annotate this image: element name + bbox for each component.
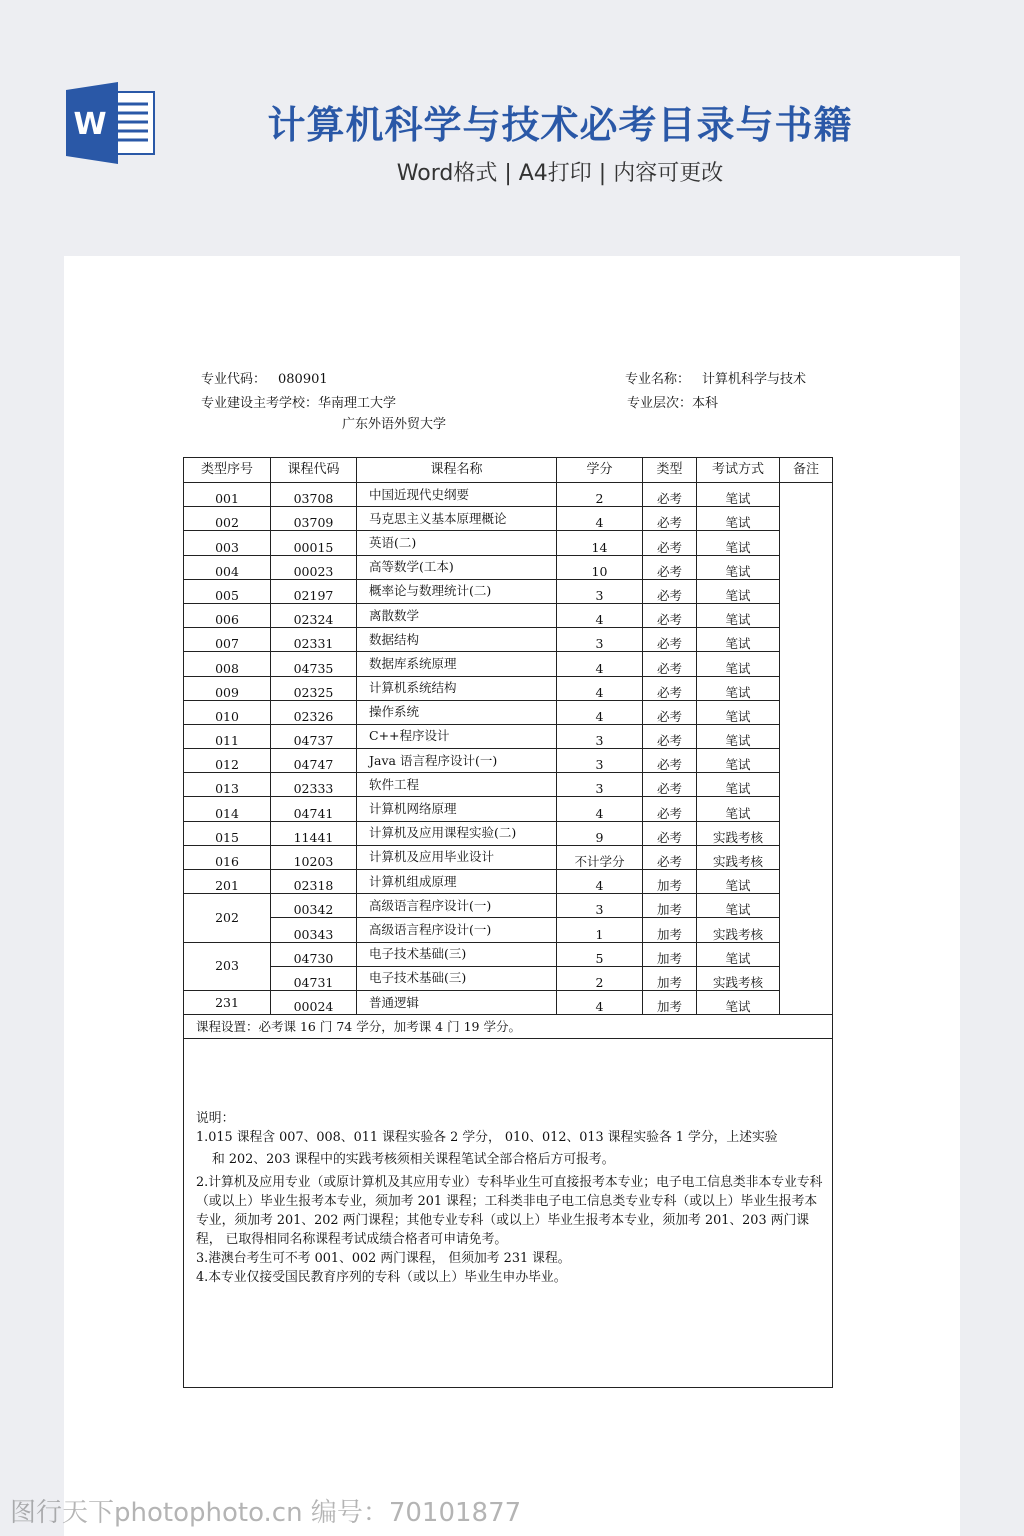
cell-exam: 实践考核 (697, 966, 780, 990)
cell-seq: 008 (184, 652, 271, 676)
table-row (184, 845, 833, 869)
cell-type: 加考 (643, 918, 697, 942)
table-row (184, 483, 833, 507)
cell-seq: 003 (184, 531, 271, 555)
cell-seq: 005 (184, 579, 271, 603)
cell-credit: 10 (557, 555, 643, 579)
cell-credit: 4 (557, 990, 643, 1014)
cell-type: 必考 (643, 821, 697, 845)
cell-credit: 4 (557, 700, 643, 724)
cell-seq: 201 (184, 870, 271, 894)
cell-credit: 14 (557, 531, 643, 555)
cell-exam: 笔试 (697, 579, 780, 603)
page-subtitle: Word格式 | A4打印 | 内容可更改 (396, 161, 724, 186)
table-row (184, 628, 833, 652)
cell-credit: 2 (557, 966, 643, 990)
table-row (184, 821, 833, 845)
cell-code: 00024 (271, 990, 357, 1014)
logo-letter: W (73, 107, 107, 142)
cell-credit: 3 (557, 773, 643, 797)
cell-code: 02318 (271, 870, 357, 894)
cell-credit: 3 (557, 579, 643, 603)
cell-code: 04730 (271, 942, 357, 966)
cell-code: 00015 (271, 531, 357, 555)
cell-name: 电子技术基础(三) (357, 966, 557, 990)
table-row (184, 724, 833, 748)
table-row (184, 700, 833, 724)
cell-name: 计算机系统结构 (357, 676, 557, 700)
cell-exam: 笔试 (697, 773, 780, 797)
table-row (184, 894, 833, 918)
table-row (184, 676, 833, 700)
cell-name: 中国近现代史纲要 (357, 483, 557, 507)
cell-type: 加考 (643, 870, 697, 894)
cell-seq: 015 (184, 821, 271, 845)
cell-credit: 1 (557, 918, 643, 942)
cell-seq: 002 (184, 507, 271, 531)
cell-type: 必考 (643, 676, 697, 700)
cell-code: 11441 (271, 821, 357, 845)
cell-exam: 笔试 (697, 652, 780, 676)
cell-credit: 4 (557, 676, 643, 700)
cell-name: 计算机网络原理 (357, 797, 557, 821)
cell-name: 数据库系统原理 (357, 652, 557, 676)
cell-type: 必考 (643, 531, 697, 555)
cell-name: Java 语言程序设计(一) (357, 749, 557, 773)
cell-credit: 3 (557, 749, 643, 773)
cell-code: 04741 (271, 797, 357, 821)
cell-seq: 001 (184, 483, 271, 507)
cell-code: 04735 (271, 652, 357, 676)
cell-seq: 016 (184, 845, 271, 869)
cell-type: 必考 (643, 579, 697, 603)
cell-code: 02326 (271, 700, 357, 724)
notes-title: 说明： (196, 1111, 235, 1127)
cell-code: 00023 (271, 555, 357, 579)
cell-exam: 笔试 (697, 628, 780, 652)
cell-credit: 4 (557, 652, 643, 676)
cell-seq: 012 (184, 749, 271, 773)
cell-name: 概率论与数理统计(二) (357, 579, 557, 603)
cell-name: 高等数学(工本) (357, 555, 557, 579)
table-row (184, 531, 833, 555)
cell-exam: 笔试 (697, 700, 780, 724)
cell-exam: 实践考核 (697, 821, 780, 845)
table-row (184, 797, 833, 821)
cell-type: 必考 (643, 773, 697, 797)
cell-seq: 231 (184, 990, 271, 1014)
cell-type: 必考 (643, 483, 697, 507)
cell-credit: 5 (557, 942, 643, 966)
cell-exam: 笔试 (697, 676, 780, 700)
course-table (183, 457, 833, 1388)
cell-exam: 笔试 (697, 555, 780, 579)
major-code (201, 368, 328, 387)
cell-code: 04731 (271, 966, 357, 990)
cell-name: 高级语言程序设计(一) (357, 918, 557, 942)
cell-exam: 实践考核 (697, 918, 780, 942)
cell-type: 加考 (643, 966, 697, 990)
header-type: 类型 (643, 458, 697, 483)
cell-type: 必考 (643, 603, 697, 627)
cell-type: 必考 (643, 555, 697, 579)
cell-type: 加考 (643, 942, 697, 966)
cell-code: 04747 (271, 749, 357, 773)
cell-code: 03708 (271, 483, 357, 507)
major-level-label: 专业层次： (627, 396, 693, 411)
cell-name: 计算机及应用课程实验(二) (357, 821, 557, 845)
table-row (184, 773, 833, 797)
cell-seq: 010 (184, 700, 271, 724)
table-row (184, 942, 833, 966)
document-page (64, 256, 960, 1536)
major-code-label: 专业代码： (201, 372, 267, 387)
cell-exam: 笔试 (697, 942, 780, 966)
note-1-cont: 和 202、203 课程中的实践考核须相关课程笔试全部合格后方可报考。 (212, 1152, 615, 1168)
cell-exam: 笔试 (697, 870, 780, 894)
cell-credit: 不计学分 (557, 845, 643, 869)
cell-exam: 实践考核 (697, 845, 780, 869)
cell-code: 03709 (271, 507, 357, 531)
cell-seq: 006 (184, 603, 271, 627)
cell-type: 加考 (643, 990, 697, 1014)
major-level (627, 392, 718, 411)
notes-row (184, 1039, 833, 1388)
cell-credit: 3 (557, 724, 643, 748)
cell-credit: 2 (557, 483, 643, 507)
cell-seq: 011 (184, 724, 271, 748)
cell-name: 计算机及应用毕业设计 (357, 845, 557, 869)
cell-credit: 9 (557, 821, 643, 845)
cell-name: 数据结构 (357, 628, 557, 652)
table-header-row (184, 458, 833, 483)
cell-name: 计算机组成原理 (357, 870, 557, 894)
cell-exam: 笔试 (697, 724, 780, 748)
major-level-value: 本科 (692, 396, 719, 411)
cell-name: 英语(二) (357, 531, 557, 555)
page-title: 计算机科学与技术必考目录与书籍 (267, 103, 853, 147)
cell-exam: 笔试 (697, 990, 780, 1014)
table-row (184, 749, 833, 773)
host-school (201, 392, 396, 411)
host-school-2: 广东外语外贸大学 (342, 417, 447, 432)
header-exam: 考试方式 (697, 458, 780, 483)
cell-credit: 4 (557, 870, 643, 894)
cell-code: 00343 (271, 918, 357, 942)
header-seq: 类型序号 (184, 458, 271, 483)
cell-exam: 笔试 (697, 894, 780, 918)
cell-name: 操作系统 (357, 700, 557, 724)
cell-exam: 笔试 (697, 797, 780, 821)
note-2: 2.计算机及应用专业（或原计算机及其应用专业）专科毕业生可直接报考本专业；电子电工信息类非本专业专科（或以上）毕业生报考本专业，须加考 201 课程；工科类非电子电工信息类专业专科（或以上）毕业生报考本专业，须加考 201、202 两门课程；其他专业专科（或以上）毕业生报考本专业，须加考 201、203 两门课程， 已取得相同名称课程考试成绩合格者可申请免考。 (196, 1175, 823, 1248)
header-name: 课程名称 (357, 458, 557, 483)
cell-credit: 3 (557, 628, 643, 652)
cell-credit: 4 (557, 507, 643, 531)
cell-exam: 笔试 (697, 749, 780, 773)
cell-name: 电子技术基础(三) (357, 942, 557, 966)
cell-type: 必考 (643, 749, 697, 773)
note-1: 1.015 课程含 007、008、011 课程实验各 2 学分， 010、012、013 课程实验各 1 学分，上述实验 (196, 1130, 778, 1146)
cell-exam: 笔试 (697, 531, 780, 555)
cell-credit: 3 (557, 894, 643, 918)
cell-code: 02325 (271, 676, 357, 700)
cell-code: 04737 (271, 724, 357, 748)
note-3: 3.港澳台考生可不考 001、002 两门课程， 但须加考 231 课程。 (196, 1251, 571, 1267)
cell-seq: 004 (184, 555, 271, 579)
cell-name: 软件工程 (357, 773, 557, 797)
table-row (184, 579, 833, 603)
cell-seq-group: 203 (184, 942, 271, 990)
cell-name: 普通逻辑 (357, 990, 557, 1014)
cell-seq: 013 (184, 773, 271, 797)
cell-type: 必考 (643, 700, 697, 724)
cell-code: 02331 (271, 628, 357, 652)
remark-cell (780, 483, 833, 1015)
header-credit: 学分 (557, 458, 643, 483)
watermark: 图行天下photophoto.cn 编号：70101877 (10, 1498, 522, 1528)
summary-row (184, 1015, 833, 1039)
word-logo-icon (66, 82, 156, 164)
cell-code: 02197 (271, 579, 357, 603)
table-row (184, 870, 833, 894)
table-row (184, 507, 833, 531)
cell-seq: 009 (184, 676, 271, 700)
cell-credit: 4 (557, 797, 643, 821)
table-row (184, 918, 833, 942)
table-row (184, 555, 833, 579)
header-remark: 备注 (780, 458, 833, 483)
cell-name: 马克思主义基本原理概论 (357, 507, 557, 531)
table-row (184, 652, 833, 676)
cell-code: 00342 (271, 894, 357, 918)
cell-name: C++程序设计 (357, 724, 557, 748)
cell-seq: 014 (184, 797, 271, 821)
cell-type: 必考 (643, 797, 697, 821)
table-row (184, 990, 833, 1014)
cell-code: 02333 (271, 773, 357, 797)
notes-cell (184, 1039, 833, 1388)
cell-seq-group: 202 (184, 894, 271, 942)
cell-name: 离散数学 (357, 603, 557, 627)
header-code: 课程代码 (271, 458, 357, 483)
cell-credit: 4 (557, 603, 643, 627)
major-name-label: 专业名称： (625, 372, 691, 387)
cell-type: 加考 (643, 894, 697, 918)
cell-exam: 笔试 (697, 507, 780, 531)
major-code-value: 080901 (278, 372, 328, 387)
note-4: 4.本专业仅接受国民教育序列的专科（或以上）毕业生申办毕业。 (196, 1270, 567, 1286)
cell-exam: 笔试 (697, 483, 780, 507)
cell-code: 10203 (271, 845, 357, 869)
cell-code: 02324 (271, 603, 357, 627)
cell-type: 必考 (643, 845, 697, 869)
course-summary: 课程设置：必考课 16 门 74 学分，加考课 4 门 19 学分。 (184, 1015, 833, 1039)
major-name-value: 计算机科学与技术 (702, 372, 807, 387)
table-row (184, 603, 833, 627)
major-name (625, 368, 806, 387)
cell-type: 必考 (643, 652, 697, 676)
cell-type: 必考 (643, 507, 697, 531)
host-school-label: 专业建设主考学校： (201, 396, 319, 411)
cell-name: 高级语言程序设计(一) (357, 894, 557, 918)
cell-type: 必考 (643, 628, 697, 652)
cell-type: 必考 (643, 724, 697, 748)
host-school-1: 华南理工大学 (318, 396, 397, 411)
cell-seq: 007 (184, 628, 271, 652)
cell-exam: 笔试 (697, 603, 780, 627)
table-row (184, 966, 833, 990)
